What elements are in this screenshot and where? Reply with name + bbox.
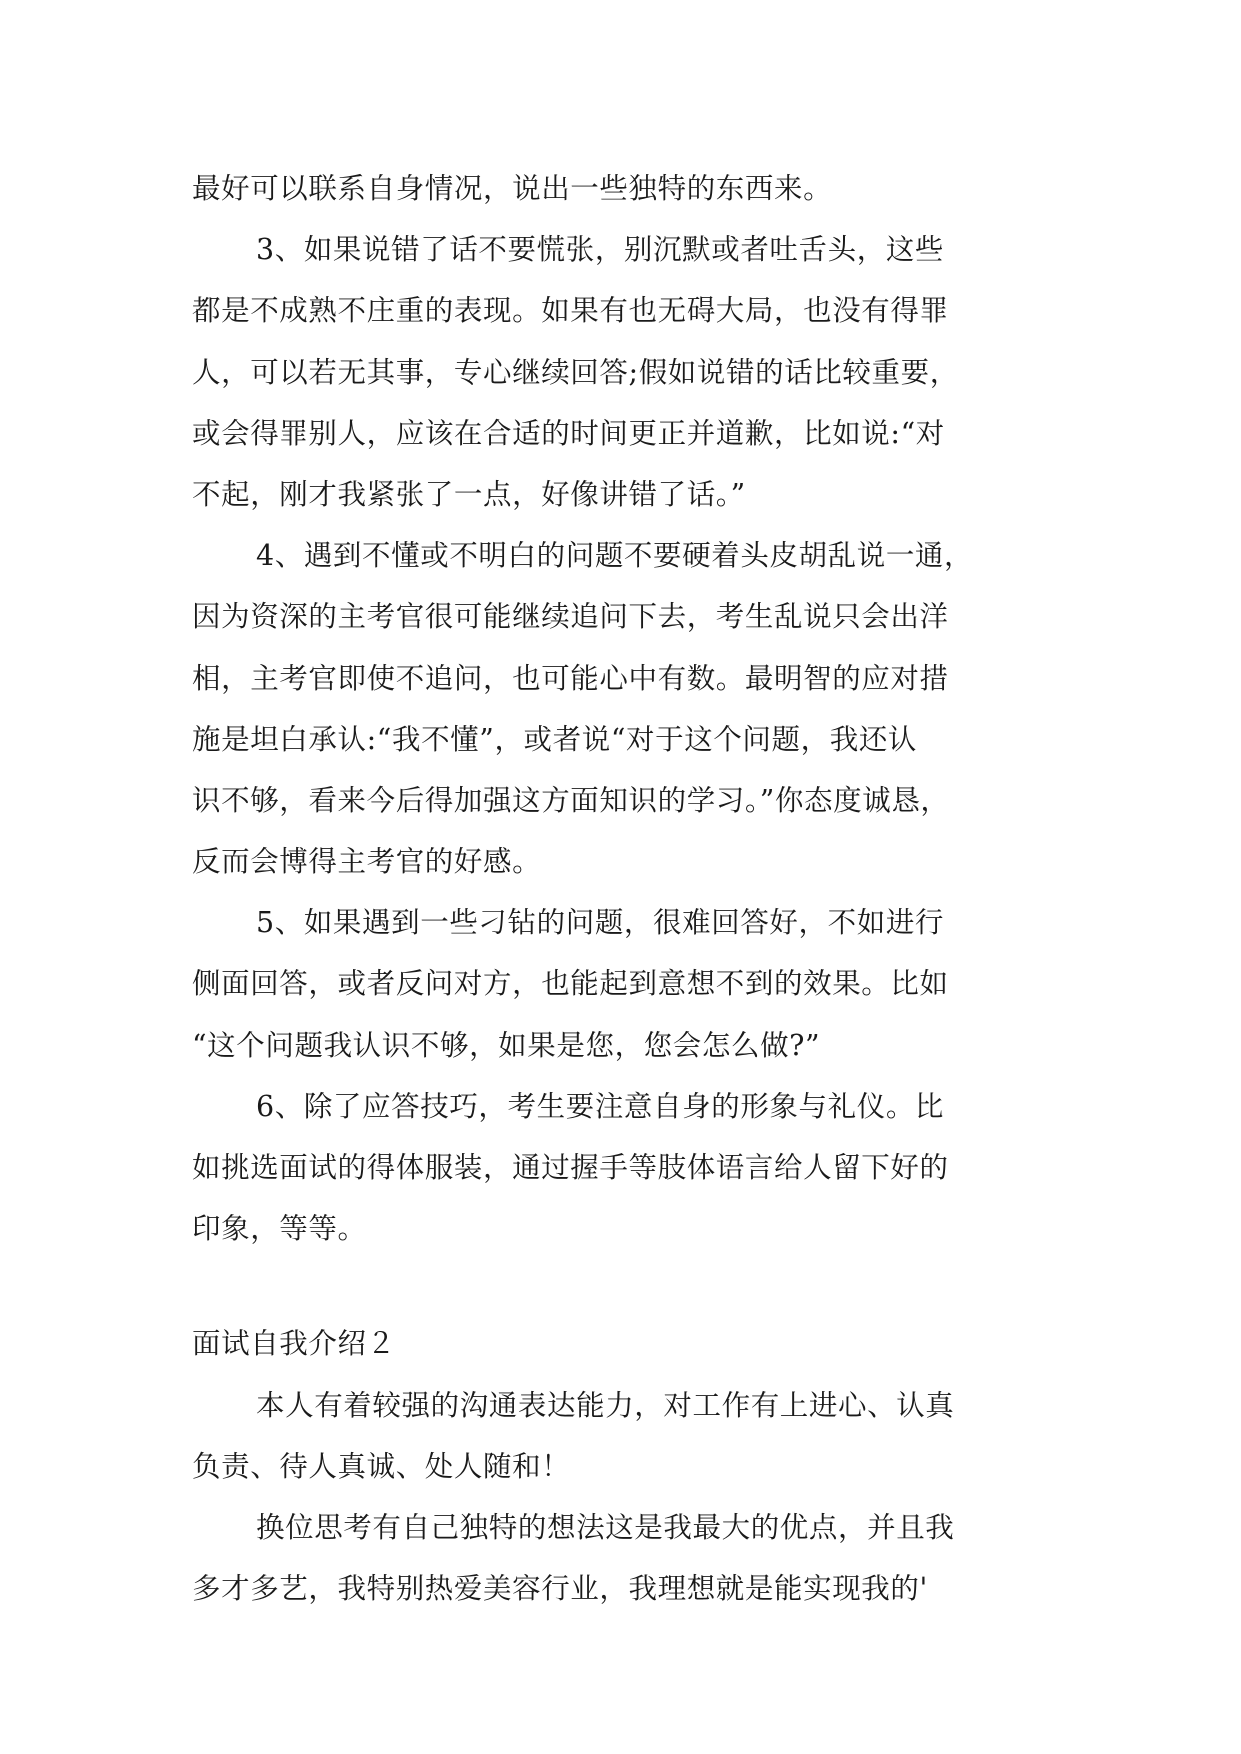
paragraph-line: 5、如果遇到一些刁钻的问题，很难回答好，不如进行	[256, 906, 945, 940]
document-body	[192, 158, 1052, 1619]
paragraph-line: 因为资深的主考官很可能继续追问下去，考生乱说只会出洋	[192, 600, 949, 634]
paragraph-line: 3、如果说错了话不要慌张，别沉默或者吐舌头，这些	[256, 233, 945, 267]
paragraph-line: 都是不成熟不庄重的表现。如果有也无碍大局，也没有得罪	[192, 294, 949, 328]
paragraph-line: 施是坦白承认:“我不懂”，或者说“对于这个问题，我还认	[192, 722, 918, 756]
paragraph-line: 侧面回答，或者反问对方，也能起到意想不到的效果。比如	[192, 967, 949, 1001]
paragraph-line: 4、遇到不懂或不明白的问题不要硬着头皮胡乱说一通，	[256, 539, 974, 573]
paragraph-line: 本人有着较强的沟通表达能力，对工作有上进心、认真	[256, 1388, 955, 1422]
paragraph-line: 人，可以若无其事，专心继续回答;假如说错的话比较重要，	[192, 355, 959, 389]
paragraph-line: 识不够，看来今后得加强这方面知识的学习。”你态度诚恳，	[192, 783, 950, 817]
paragraph-line: 6、除了应答技巧，考生要注意自身的形象与礼仪。比	[256, 1089, 945, 1123]
paragraph-line: 最好可以联系自身情况，说出一些独特的东西来。	[192, 172, 833, 205]
paragraph-line: 如挑选面试的得体服装，通过握手等肢体语言给人留下好的	[192, 1151, 949, 1184]
paragraph-line: 或会得罪别人，应该在合适的时间更正并道歉，比如说:“对	[192, 416, 945, 450]
paragraph-line: 相，主考官即使不追问，也可能心中有数。最明智的应对措	[192, 661, 949, 695]
section-title: 面试自我介绍２	[192, 1327, 396, 1361]
paragraph-line: 负责、待人真诚、处人随和！	[192, 1449, 571, 1483]
section-gap	[192, 1259, 1052, 1313]
paragraph-line: 不起，刚才我紧张了一点，好像讲错了话。”	[192, 477, 746, 511]
paragraph-line: “这个问题我认识不够，如果是您，您会怎么做?”	[192, 1028, 821, 1062]
paragraph-line: 印象，等等。	[192, 1212, 367, 1246]
paragraph-line: 反而会博得主考官的好感。	[192, 845, 542, 879]
paragraph-line: 换位思考有自己独特的想法这是我最大的优点，并且我	[256, 1510, 955, 1544]
paragraph-line: 多才多艺，我特别热爱美容行业，我理想就是能实现我的'	[192, 1572, 928, 1606]
